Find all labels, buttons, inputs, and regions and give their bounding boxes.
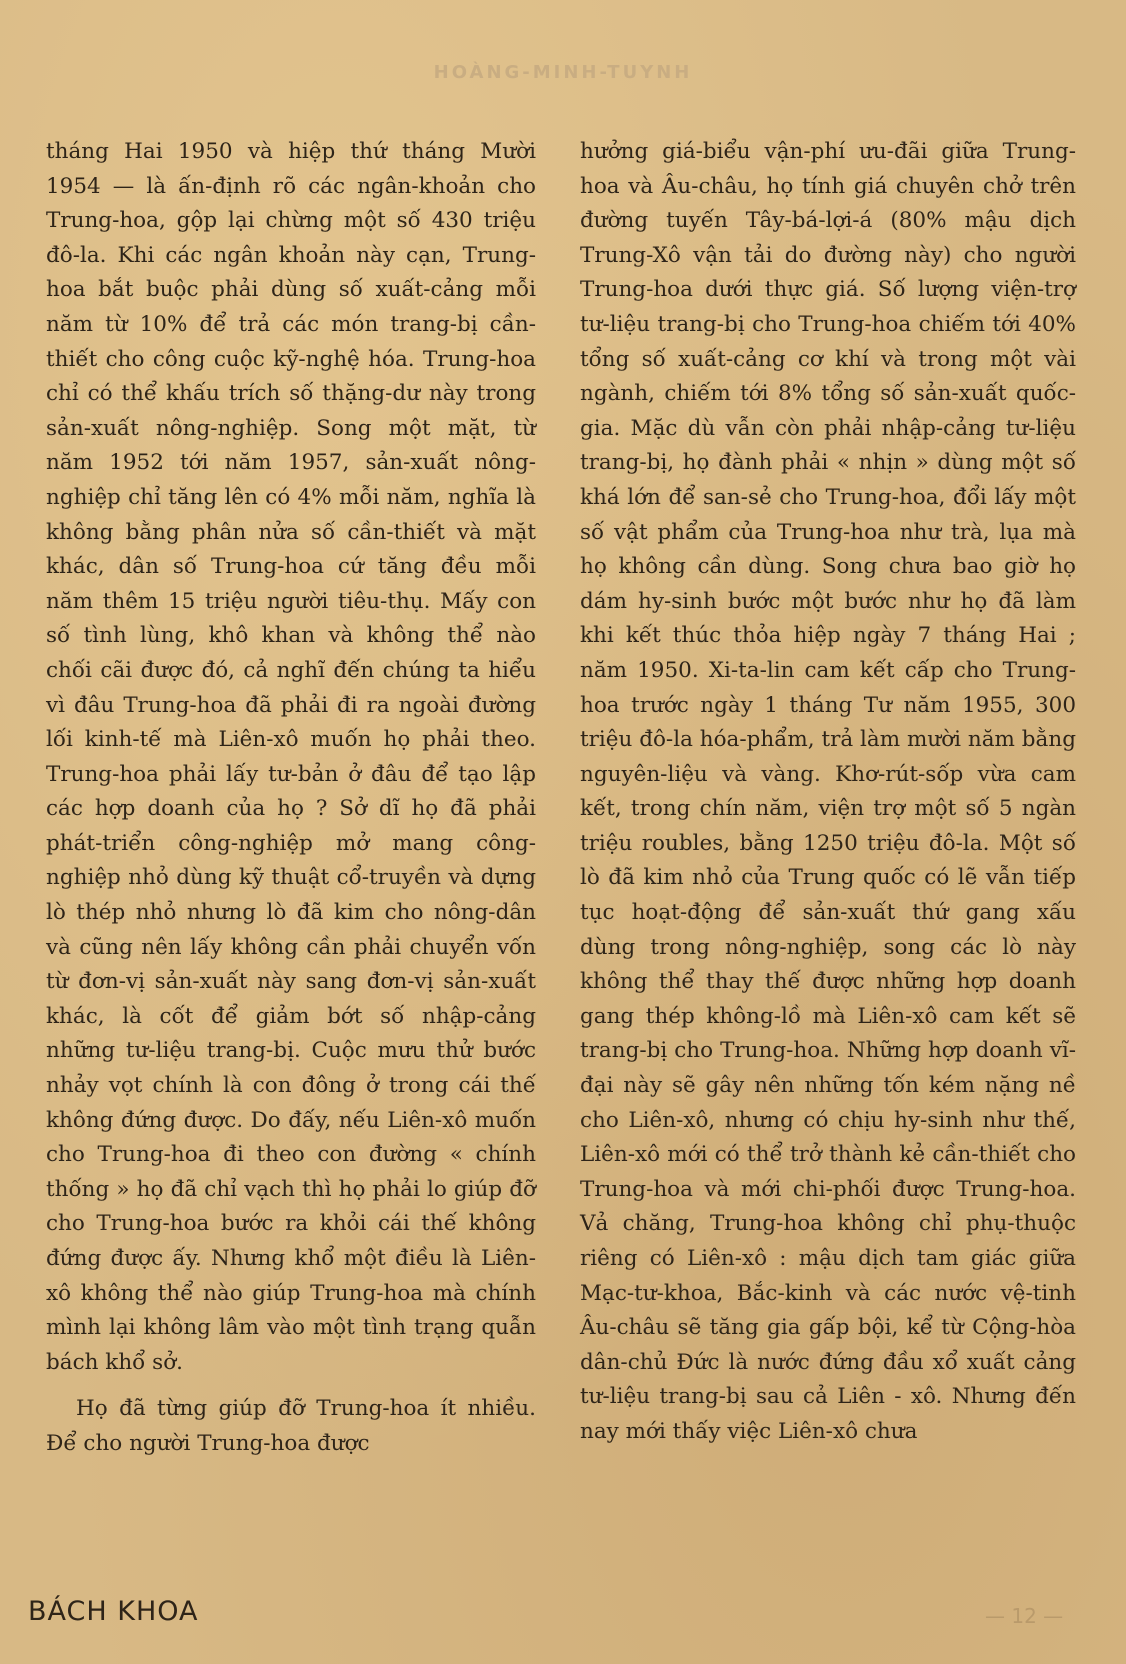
right-paragraph-1: hưởng giá-biểu vận-phí ưu-đãi giữa Trung-hoa và Âu-châu, họ tính giá chuyên chở trên đường tuyến Tây-bá-lợi-á (80% mậu dịch Trung-Xô vận tải do đường này) cho người Trung-hoa dưới thực giá. Số lượng viện-trợ tư-liệu trang-bị cho Trung-hoa chiếm tới 40% tổng số xuất-cảng cơ khí và trong một vài ngành, chiếm tới 8% tổng số sản-xuất quốc-gia. Mặc dù vẫn còn phải nhập-cảng tư-liệu trang-bị, họ đành phải « nhịn » dùng một số khá lớn để san-sẻ cho Trung-hoa, đổi lấy một số vật phẩm của Trung-hoa như trà, lụa mà họ không cần dùng. Song chưa bao giờ họ dám hy-sinh bước một bước như họ đã làm khi kết thúc thỏa hiệp ngày 7 tháng Hai ; năm 1950. Xi-ta-lin cam kết cấp cho Trung-hoa trước ngày 1 tháng Tư năm 1955, 300 triệu đô-la hóa-phẩm, trả làm mười năm bằng nguyên-liệu và vàng. Khơ-rút-sốp vừa cam kết, trong chín năm, viện trợ một số 5 ngàn triệu roubles, bằng 1250 triệu đô-la. Một số lò đã kim nhỏ của Trung quốc có lẽ vẫn tiếp tục hoạt-động để sản-xuất thứ gang xấu dùng trong nông-nghiệp, song các lò này không thể thay thế được những hợp doanh gang thép không-lồ mà Liên-xô cam kết sẽ trang-bị cho Trung-hoa. Những hợp doanh vĩ-đại này sẽ gây nên những tốn kém nặng nề cho Liên-xô, nhưng có chịu hy-sinh như thế, Liên-xô mới có thể trở thành kẻ cần-thiết cho Trung-hoa và mới chi-phối được Trung-hoa. Vả chăng, Trung-hoa không chỉ phụ-thuộc riêng có Liên-xô : mậu dịch tam giác giữa Mạc-tư-khoa, Bắc-kinh và các nước vệ-tinh Âu-châu sẽ tăng gia gấp bội, kể từ Cộng-hòa dân-chủ Đức là nước đứng đầu xổ xuất cảng tư-liệu trang-bị sau cả Liên - xô. Nhưng đến nay mới thấy việc Liên-xô chưa — [580, 139, 1076, 1444]
running-header: HOÀNG-MINH-TUYNH — [433, 62, 693, 83]
left-column — [46, 135, 536, 1462]
left-paragraph-2: Họ đã từng giúp đỡ Trung-hoa ít nhiều. Để cho người Trung-hoa được — [46, 1396, 536, 1456]
left-paragraph-1: tháng Hai 1950 và hiệp thứ tháng Mười 1954 — là ấn-định rõ các ngân-khoản cho Trung-hoa, gộp lại chừng một số 430 triệu đô-la. Khi các ngân khoản này cạn, Trung-hoa bắt buộc phải dùng số xuất-cảng mỗi năm từ 10% để trả các món trang-bị cần-thiết cho công cuộc kỹ-nghệ hóa. Trung-hoa chỉ có thể khấu trích số thặng-dư này trong sản-xuất nông-nghiệp. Song một mặt, từ năm 1952 tới năm 1957, sản-xuất nông-nghiệp chỉ tăng lên có 4% mỗi năm, nghĩa là không bằng phân nửa số cần-thiết và mặt khác, dân số Trung-hoa cứ tăng đều mỗi năm thêm 15 triệu người tiêu-thụ. Mấy con số tình lùng, khô khan và không thể nào chối cãi được đó, cả nghĩ đến chúng ta hiểu vì đâu Trung-hoa đã phải đi ra ngoài đường lối kinh-tế mà Liên-xô muốn họ phải theo. Trung-hoa phải lấy tư-bản ở đâu để tạo lập các hợp doanh của họ ? Sở dĩ họ đã phải phát-triển công-nghiệp mở mang công-nghiệp nhỏ dùng kỹ thuật cổ-truyền và dựng lò thép nhỏ nhưng lò đã kim cho nông-dân và cũng nên lấy không cần phải chuyển vốn từ đơn-vị sản-xuất này sang đơn-vị sản-xuất khác, là cốt để giảm bớt số nhập-cảng những tư-liệu trang-bị. Cuộc mưu thử bước nhảy vọt chính là con đông ở trong cái thế không đứng được. Do đấy, nếu Liên-xô muốn cho Trung-hoa đi theo con đường « chính thống » họ đã chỉ vạch thì họ phải lo giúp đỡ cho Trung-hoa bước ra khỏi cái thế không đứng được ấy. Nhưng khổ một điều là Liên-xô không thể nào giúp Trung-hoa mà chính mình lại không lâm vào một tình trạng quẫn bách khổ sở. — [46, 139, 536, 1375]
page-number: — 12 — — [985, 1604, 1064, 1628]
right-column — [580, 135, 1076, 1450]
magazine-name: BÁCH KHOA — [28, 1596, 199, 1627]
